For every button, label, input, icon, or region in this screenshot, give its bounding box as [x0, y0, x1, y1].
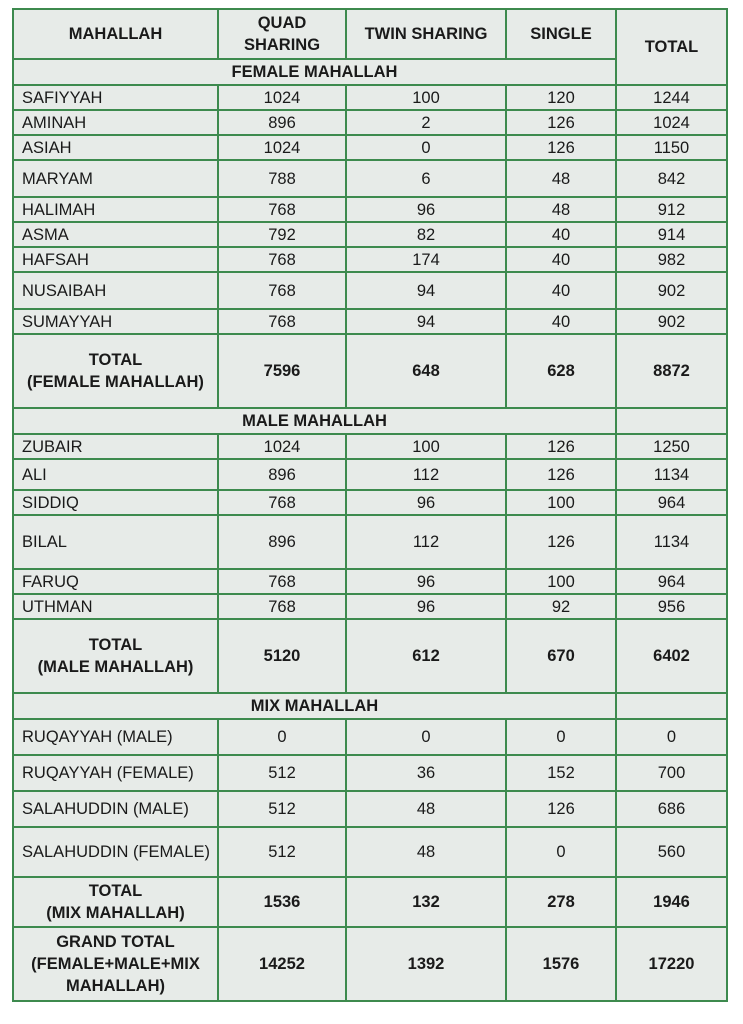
grand-total-row — [13, 927, 727, 1001]
grand-total-label-line2: (FEMALE+MALE+MIX — [31, 955, 200, 973]
total-row-female — [13, 334, 727, 408]
twin-sharing-value: 96 — [346, 490, 506, 515]
total-single: 628 — [506, 334, 616, 408]
twin-sharing-value: 94 — [346, 309, 506, 334]
twin-sharing-value: 0 — [346, 719, 506, 755]
twin-sharing-value: 96 — [346, 594, 506, 619]
mahallah-name: SALAHUDDIN (MALE) — [13, 791, 218, 827]
twin-sharing-value: 0 — [346, 135, 506, 160]
quad-sharing-value: 896 — [218, 110, 346, 135]
twin-sharing-value: 174 — [346, 247, 506, 272]
mahallah-name: ALI — [13, 459, 218, 490]
section-mix — [13, 693, 727, 719]
single-value: 126 — [506, 459, 616, 490]
total-label-line1: TOTAL — [88, 882, 143, 900]
section-empty-cell — [616, 693, 727, 719]
total-value: 912 — [616, 197, 727, 222]
twin-sharing-value: 100 — [346, 434, 506, 459]
mahallah-name: HAFSAH — [13, 247, 218, 272]
header-quad-sharing: QUAD SHARING — [218, 9, 346, 59]
quad-sharing-value: 1024 — [218, 434, 346, 459]
table-row — [13, 594, 727, 619]
total-twin: 648 — [346, 334, 506, 408]
table-row — [13, 160, 727, 197]
twin-sharing-value: 100 — [346, 85, 506, 110]
quad-sharing-value: 788 — [218, 160, 346, 197]
mix-rows — [13, 719, 727, 877]
table-row — [13, 434, 727, 459]
mahallah-name: SALAHUDDIN (FEMALE) — [13, 827, 218, 877]
total-value: 0 — [616, 719, 727, 755]
quad-sharing-value: 512 — [218, 827, 346, 877]
table-row — [13, 569, 727, 594]
single-value: 126 — [506, 110, 616, 135]
grand-total-twin: 1392 — [346, 927, 506, 1001]
single-value: 126 — [506, 434, 616, 459]
mahallah-capacity-table — [12, 8, 728, 1002]
total-label — [13, 334, 218, 408]
single-value: 40 — [506, 272, 616, 309]
total-single: 670 — [506, 619, 616, 693]
total-value: 1250 — [616, 434, 727, 459]
quad-sharing-value: 1024 — [218, 135, 346, 160]
total-value: 956 — [616, 594, 727, 619]
total-total: 8872 — [616, 334, 727, 408]
single-value: 0 — [506, 719, 616, 755]
total-value: 842 — [616, 160, 727, 197]
table-row — [13, 272, 727, 309]
total-value: 1134 — [616, 515, 727, 569]
total-twin: 132 — [346, 877, 506, 927]
twin-sharing-value: 112 — [346, 459, 506, 490]
twin-sharing-value: 96 — [346, 197, 506, 222]
mahallah-name: MARYAM — [13, 160, 218, 197]
total-value: 1024 — [616, 110, 727, 135]
single-value: 152 — [506, 755, 616, 791]
table-row — [13, 247, 727, 272]
single-value: 100 — [506, 490, 616, 515]
section-empty-cell — [616, 408, 727, 434]
total-twin: 612 — [346, 619, 506, 693]
single-value: 40 — [506, 309, 616, 334]
table-row — [13, 515, 727, 569]
total-single: 278 — [506, 877, 616, 927]
quad-sharing-value: 792 — [218, 222, 346, 247]
total-label-line2: (MALE MAHALLAH) — [37, 658, 194, 676]
total-value: 700 — [616, 755, 727, 791]
section-title: FEMALE MAHALLAH — [13, 59, 616, 85]
twin-sharing-value: 82 — [346, 222, 506, 247]
mahallah-name: ASMA — [13, 222, 218, 247]
quad-sharing-value: 512 — [218, 791, 346, 827]
mahallah-name: RUQAYYAH (MALE) — [13, 719, 218, 755]
single-value: 126 — [506, 135, 616, 160]
quad-sharing-value: 0 — [218, 719, 346, 755]
quad-sharing-value: 768 — [218, 490, 346, 515]
total-value: 1150 — [616, 135, 727, 160]
table-row — [13, 222, 727, 247]
header-mahallah: MAHALLAH — [13, 9, 218, 59]
single-value: 40 — [506, 247, 616, 272]
single-value: 126 — [506, 515, 616, 569]
quad-sharing-value: 768 — [218, 594, 346, 619]
twin-sharing-value: 48 — [346, 791, 506, 827]
total-label-line1: TOTAL — [88, 351, 143, 369]
table-row — [13, 719, 727, 755]
quad-sharing-value: 896 — [218, 515, 346, 569]
twin-sharing-value: 6 — [346, 160, 506, 197]
mahallah-name: UTHMAN — [13, 594, 218, 619]
quad-sharing-value: 768 — [218, 247, 346, 272]
mahallah-name: SIDDIQ — [13, 490, 218, 515]
grand-total-single: 1576 — [506, 927, 616, 1001]
total-value: 686 — [616, 791, 727, 827]
table-row — [13, 459, 727, 490]
mahallah-name: ZUBAIR — [13, 434, 218, 459]
total-label-line2: (FEMALE MAHALLAH) — [27, 373, 204, 391]
quad-sharing-value: 896 — [218, 459, 346, 490]
single-value: 120 — [506, 85, 616, 110]
total-value: 1134 — [616, 459, 727, 490]
twin-sharing-value: 94 — [346, 272, 506, 309]
quad-sharing-value: 768 — [218, 309, 346, 334]
mahallah-name: ASIAH — [13, 135, 218, 160]
quad-sharing-value: 512 — [218, 755, 346, 791]
single-value: 92 — [506, 594, 616, 619]
table-row — [13, 197, 727, 222]
mahallah-name: BILAL — [13, 515, 218, 569]
mahallah-name: AMINAH — [13, 110, 218, 135]
header-row — [13, 9, 727, 59]
total-value: 914 — [616, 222, 727, 247]
single-value: 0 — [506, 827, 616, 877]
single-value: 48 — [506, 160, 616, 197]
total-value: 902 — [616, 309, 727, 334]
mahallah-name: SUMAYYAH — [13, 309, 218, 334]
total-value: 1244 — [616, 85, 727, 110]
grand-total-label — [13, 927, 218, 1001]
quad-sharing-value: 768 — [218, 197, 346, 222]
total-quad: 5120 — [218, 619, 346, 693]
male-rows — [13, 434, 727, 619]
single-value: 126 — [506, 791, 616, 827]
mahallah-name: SAFIYYAH — [13, 85, 218, 110]
single-value: 48 — [506, 197, 616, 222]
section-title: MIX MAHALLAH — [13, 693, 616, 719]
total-value: 964 — [616, 490, 727, 515]
total-total: 1946 — [616, 877, 727, 927]
table-wrapper — [12, 8, 728, 1002]
quad-sharing-value: 1024 — [218, 85, 346, 110]
quad-sharing-value: 768 — [218, 272, 346, 309]
table-row — [13, 755, 727, 791]
twin-sharing-value: 48 — [346, 827, 506, 877]
twin-sharing-value: 2 — [346, 110, 506, 135]
female-rows — [13, 85, 727, 334]
section-title: MALE MAHALLAH — [13, 408, 616, 434]
table-row — [13, 135, 727, 160]
total-label — [13, 619, 218, 693]
twin-sharing-value: 112 — [346, 515, 506, 569]
mahallah-name: FARUQ — [13, 569, 218, 594]
header-total: TOTAL — [616, 9, 727, 85]
table-row — [13, 110, 727, 135]
total-value: 982 — [616, 247, 727, 272]
mahallah-name: NUSAIBAH — [13, 272, 218, 309]
total-quad: 7596 — [218, 334, 346, 408]
mahallah-name: RUQAYYAH (FEMALE) — [13, 755, 218, 791]
quad-sharing-value: 768 — [218, 569, 346, 594]
table-row — [13, 490, 727, 515]
single-value: 40 — [506, 222, 616, 247]
mahallah-name: HALIMAH — [13, 197, 218, 222]
total-row-mix — [13, 877, 727, 927]
grand-total-quad: 14252 — [218, 927, 346, 1001]
table-row — [13, 791, 727, 827]
grand-total-label-line3: MAHALLAH) — [66, 977, 165, 995]
table-row — [13, 85, 727, 110]
section-male — [13, 408, 727, 434]
total-row-male — [13, 619, 727, 693]
total-value: 902 — [616, 272, 727, 309]
single-value: 100 — [506, 569, 616, 594]
total-value: 560 — [616, 827, 727, 877]
header-twin-sharing: TWIN SHARING — [346, 9, 506, 59]
total-total: 6402 — [616, 619, 727, 693]
total-label-line2: (MIX MAHALLAH) — [46, 904, 185, 922]
grand-total-label-line1: GRAND TOTAL — [56, 933, 175, 951]
total-quad: 1536 — [218, 877, 346, 927]
header-single: SINGLE — [506, 9, 616, 59]
twin-sharing-value: 96 — [346, 569, 506, 594]
total-label — [13, 877, 218, 927]
table-row — [13, 827, 727, 877]
table-row — [13, 309, 727, 334]
total-value: 964 — [616, 569, 727, 594]
grand-total-total: 17220 — [616, 927, 727, 1001]
twin-sharing-value: 36 — [346, 755, 506, 791]
total-label-line1: TOTAL — [88, 636, 143, 654]
